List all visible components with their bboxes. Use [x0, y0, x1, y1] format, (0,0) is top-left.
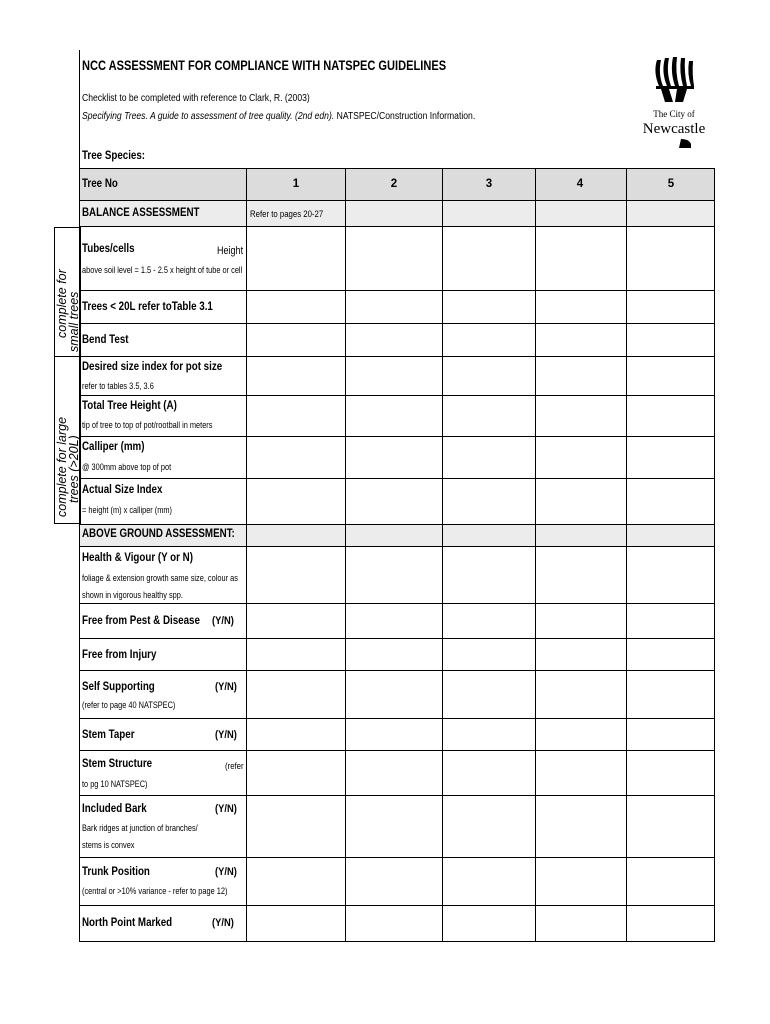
health-vigour-label: Health & Vigour (Y or N) [82, 552, 193, 564]
column-header-1: 1 [292, 178, 300, 190]
logo-emblem-icon [639, 52, 709, 152]
included-bark-yn: (Y/N) [215, 803, 237, 815]
column-header-5: 5 [667, 178, 675, 190]
column-rule [626, 168, 627, 941]
row-rule [80, 905, 715, 906]
row-rule [80, 226, 715, 227]
total-height-label: Total Tree Height (A) [82, 400, 177, 412]
actual-size-label: Actual Size Index [82, 484, 163, 496]
trunk-position-yn: (Y/N) [215, 866, 237, 878]
tubes-cells-label: Tubes/cells [82, 243, 135, 255]
pest-disease-yn: (Y/N) [212, 615, 234, 627]
column-rule [535, 168, 536, 941]
balance-ref-note: Refer to pages 20-27 [250, 209, 324, 220]
total-height-note: tip of tree to top of pot/rootball in meters [82, 420, 213, 430]
health-vigour-note-1: foliage & extension growth same size, colour as [82, 573, 238, 583]
small-trees-side-label: complete for small trees [54, 227, 81, 357]
north-point-label: North Point Marked [82, 917, 173, 929]
north-point-yn: (Y/N) [212, 917, 234, 929]
stem-structure-label: Stem Structure [82, 758, 153, 770]
row-rule [80, 395, 715, 396]
self-supporting-yn: (Y/N) [215, 681, 237, 693]
free-injury-label: Free from Injury [82, 649, 157, 661]
trunk-position-note: (central or >10% variance - refer to page 12) [82, 886, 228, 896]
row-rule [80, 168, 715, 169]
row-rule [80, 750, 715, 751]
row-rule [80, 857, 715, 858]
trees-20l-label: Trees < 20L refer toTable 3.1 [82, 301, 213, 313]
calliper-note: @ 300mm above top of pot [82, 462, 172, 472]
row-rule [80, 290, 715, 291]
svg-text:Newcastle: Newcastle [642, 121, 706, 137]
self-supporting-note: (refer to page 40 NATSPEC) [82, 700, 176, 710]
health-vigour-note-2: shown in vigorous healthy spp. [82, 590, 183, 600]
balance-assessment-label: BALANCE ASSESSMENT [82, 207, 200, 219]
desired-size-note: refer to tables 3.5, 3.6 [82, 381, 154, 391]
bend-test-label: Bend Test [82, 334, 129, 346]
height-label: Height [217, 245, 244, 257]
tree-species-label: Tree Species: [82, 150, 146, 162]
svg-text:The City of: The City of [653, 109, 695, 119]
row-rule [80, 603, 715, 604]
tubes-cells-note: above soil level = 1.5 - 2.5 x height of tube or cell [82, 265, 243, 275]
trunk-position-label: Trunk Position [82, 866, 150, 878]
row-rule [80, 478, 715, 479]
row-rule [80, 524, 715, 525]
reference-line-2: Specifying Trees. A guide to assessment of tree quality. (2nd edn). NATSPEC/Construction Information. [82, 110, 476, 122]
included-bark-label: Included Bark [82, 803, 147, 815]
column-header-3: 3 [485, 178, 493, 190]
column-header-2: 2 [390, 178, 398, 190]
actual-size-note: = height (m) x calliper (mm) [82, 505, 173, 515]
stem-structure-note: to pg 10 NATSPEC) [82, 779, 148, 789]
row-rule [80, 200, 715, 201]
included-bark-note-1: Bark ridges at junction of branches/ [82, 823, 198, 833]
column-rule [345, 168, 346, 941]
row-rule [80, 638, 715, 639]
row-rule [80, 323, 715, 324]
tree-no-label: Tree No [82, 178, 118, 190]
page-title: NCC ASSESSMENT FOR COMPLIANCE WITH NATSPEC GUIDELINES [82, 58, 447, 73]
city-logo [639, 52, 709, 152]
column-rule [442, 168, 443, 941]
column-header-4: 4 [576, 178, 584, 190]
row-rule [80, 546, 715, 547]
large-trees-side-label: complete for large trees (>20L) [54, 356, 81, 524]
row-rule [80, 356, 715, 357]
form-right-border [714, 168, 715, 941]
included-bark-note-2: stems is convex [82, 840, 135, 850]
desired-size-label: Desired size index for pot size [82, 361, 223, 373]
column-rule [246, 168, 247, 941]
stem-taper-yn: (Y/N) [215, 729, 237, 741]
row-rule [80, 795, 715, 796]
self-supporting-label: Self Supporting [82, 681, 155, 693]
calliper-label: Calliper (mm) [82, 441, 145, 453]
row-rule [80, 436, 715, 437]
row-rule [80, 670, 715, 671]
above-ground-label: ABOVE GROUND ASSESSMENT: [82, 528, 235, 540]
reference-line-1: Checklist to be completed with reference to Clark, R. (2003) [82, 92, 310, 104]
stem-structure-refer: (refer [225, 761, 244, 772]
pest-disease-label: Free from Pest & Disease [82, 615, 200, 627]
row-rule [80, 941, 715, 942]
row-rule [80, 718, 715, 719]
stem-taper-label: Stem Taper [82, 729, 135, 741]
